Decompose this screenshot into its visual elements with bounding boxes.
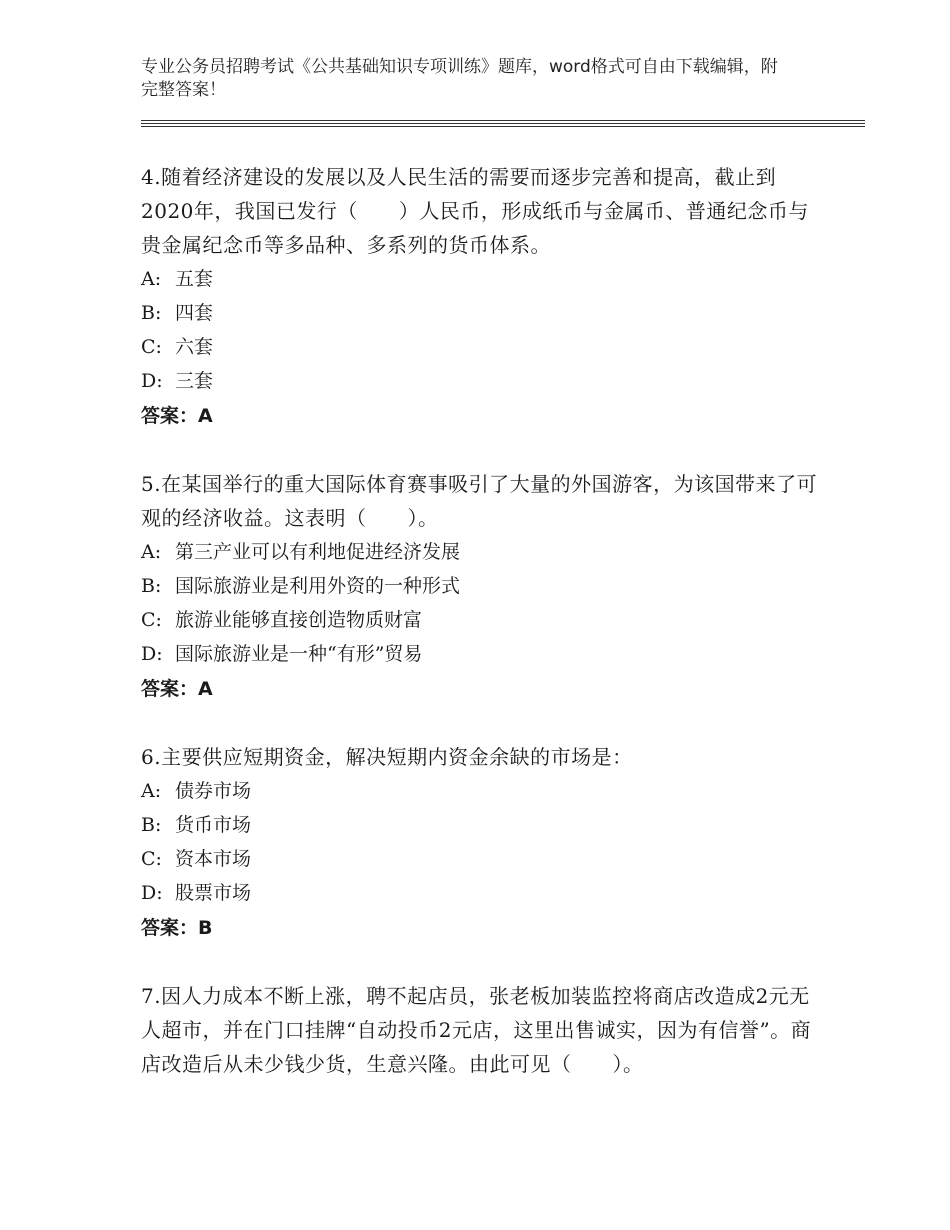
option-text: 三套 <box>175 370 214 392</box>
option-d <box>141 637 821 671</box>
option-letter: D: <box>141 643 163 665</box>
document-header: 专业公务员招聘考试《公共基础知识专项训练》题库，word格式可自由下载编辑，附完整答案！ <box>141 57 778 100</box>
option-letter: B: <box>141 302 162 324</box>
option-b <box>141 296 821 330</box>
header-divider <box>141 120 865 121</box>
option-letter: C: <box>141 609 162 631</box>
option-letter: D: <box>141 882 163 904</box>
question-7 <box>141 979 821 1081</box>
header-divider <box>141 126 865 127</box>
option-text: 国际旅游业是一种“有形”贸易 <box>175 643 423 665</box>
option-letter: A: <box>141 541 162 563</box>
answer-label: 答案：A <box>141 678 213 700</box>
option-text: 股票市场 <box>175 882 252 904</box>
option-letter: A: <box>141 268 162 290</box>
option-text: 第三产业可以有利地促进经济发展 <box>175 541 461 563</box>
option-c <box>141 842 821 876</box>
option-letter: D: <box>141 370 163 392</box>
option-letter: B: <box>141 814 162 836</box>
question-stem: 6.主要供应短期资金，解决短期内资金余缺的市场是： <box>141 745 633 769</box>
option-text: 国际旅游业是利用外资的一种形式 <box>175 575 461 597</box>
option-letter: A: <box>141 780 162 802</box>
option-a <box>141 535 821 569</box>
option-c <box>141 330 821 364</box>
option-c <box>141 603 821 637</box>
option-text: 六套 <box>175 336 214 358</box>
answer-label: 答案：B <box>141 917 213 939</box>
option-text: 旅游业能够直接创造物质财富 <box>175 609 423 631</box>
question-4 <box>141 160 821 434</box>
answer-label: 答案：A <box>141 405 213 427</box>
header-divider <box>141 123 865 124</box>
question-6 <box>141 740 821 946</box>
question-stem: 5.在某国举行的重大国际体育赛事吸引了大量的外国游客，为该国带来了可观的经济收益。这表明（ ）。 <box>141 472 818 530</box>
question-stem: 7.因人力成本不断上涨，聘不起店员，张老板加装监控将商店改造成2元无人超市，并在门口挂牌“自动投币2元店，这里出售诚实，因为有信誉”。商店改造后从未少钱少货，生意兴隆。由此可见（ ）。 <box>141 984 812 1076</box>
option-letter: C: <box>141 336 162 358</box>
option-text: 四套 <box>175 302 214 324</box>
question-5 <box>141 467 821 707</box>
question-stem: 4.随着经济建设的发展以及人民生活的需要而逐步完善和提高，截止到2020年，我国已发行（ ）人民币，形成纸币与金属币、普通纪念币与贵金属纪念币等多品种、多系列的货币体系。 <box>141 165 809 257</box>
option-text: 五套 <box>175 268 214 290</box>
option-d <box>141 364 821 398</box>
option-b <box>141 569 821 603</box>
option-text: 债券市场 <box>175 780 252 802</box>
option-b <box>141 808 821 842</box>
option-a <box>141 262 821 296</box>
option-a <box>141 774 821 808</box>
option-text: 资本市场 <box>175 848 252 870</box>
option-letter: B: <box>141 575 162 597</box>
option-d <box>141 876 821 910</box>
option-text: 货币市场 <box>175 814 252 836</box>
option-letter: C: <box>141 848 162 870</box>
